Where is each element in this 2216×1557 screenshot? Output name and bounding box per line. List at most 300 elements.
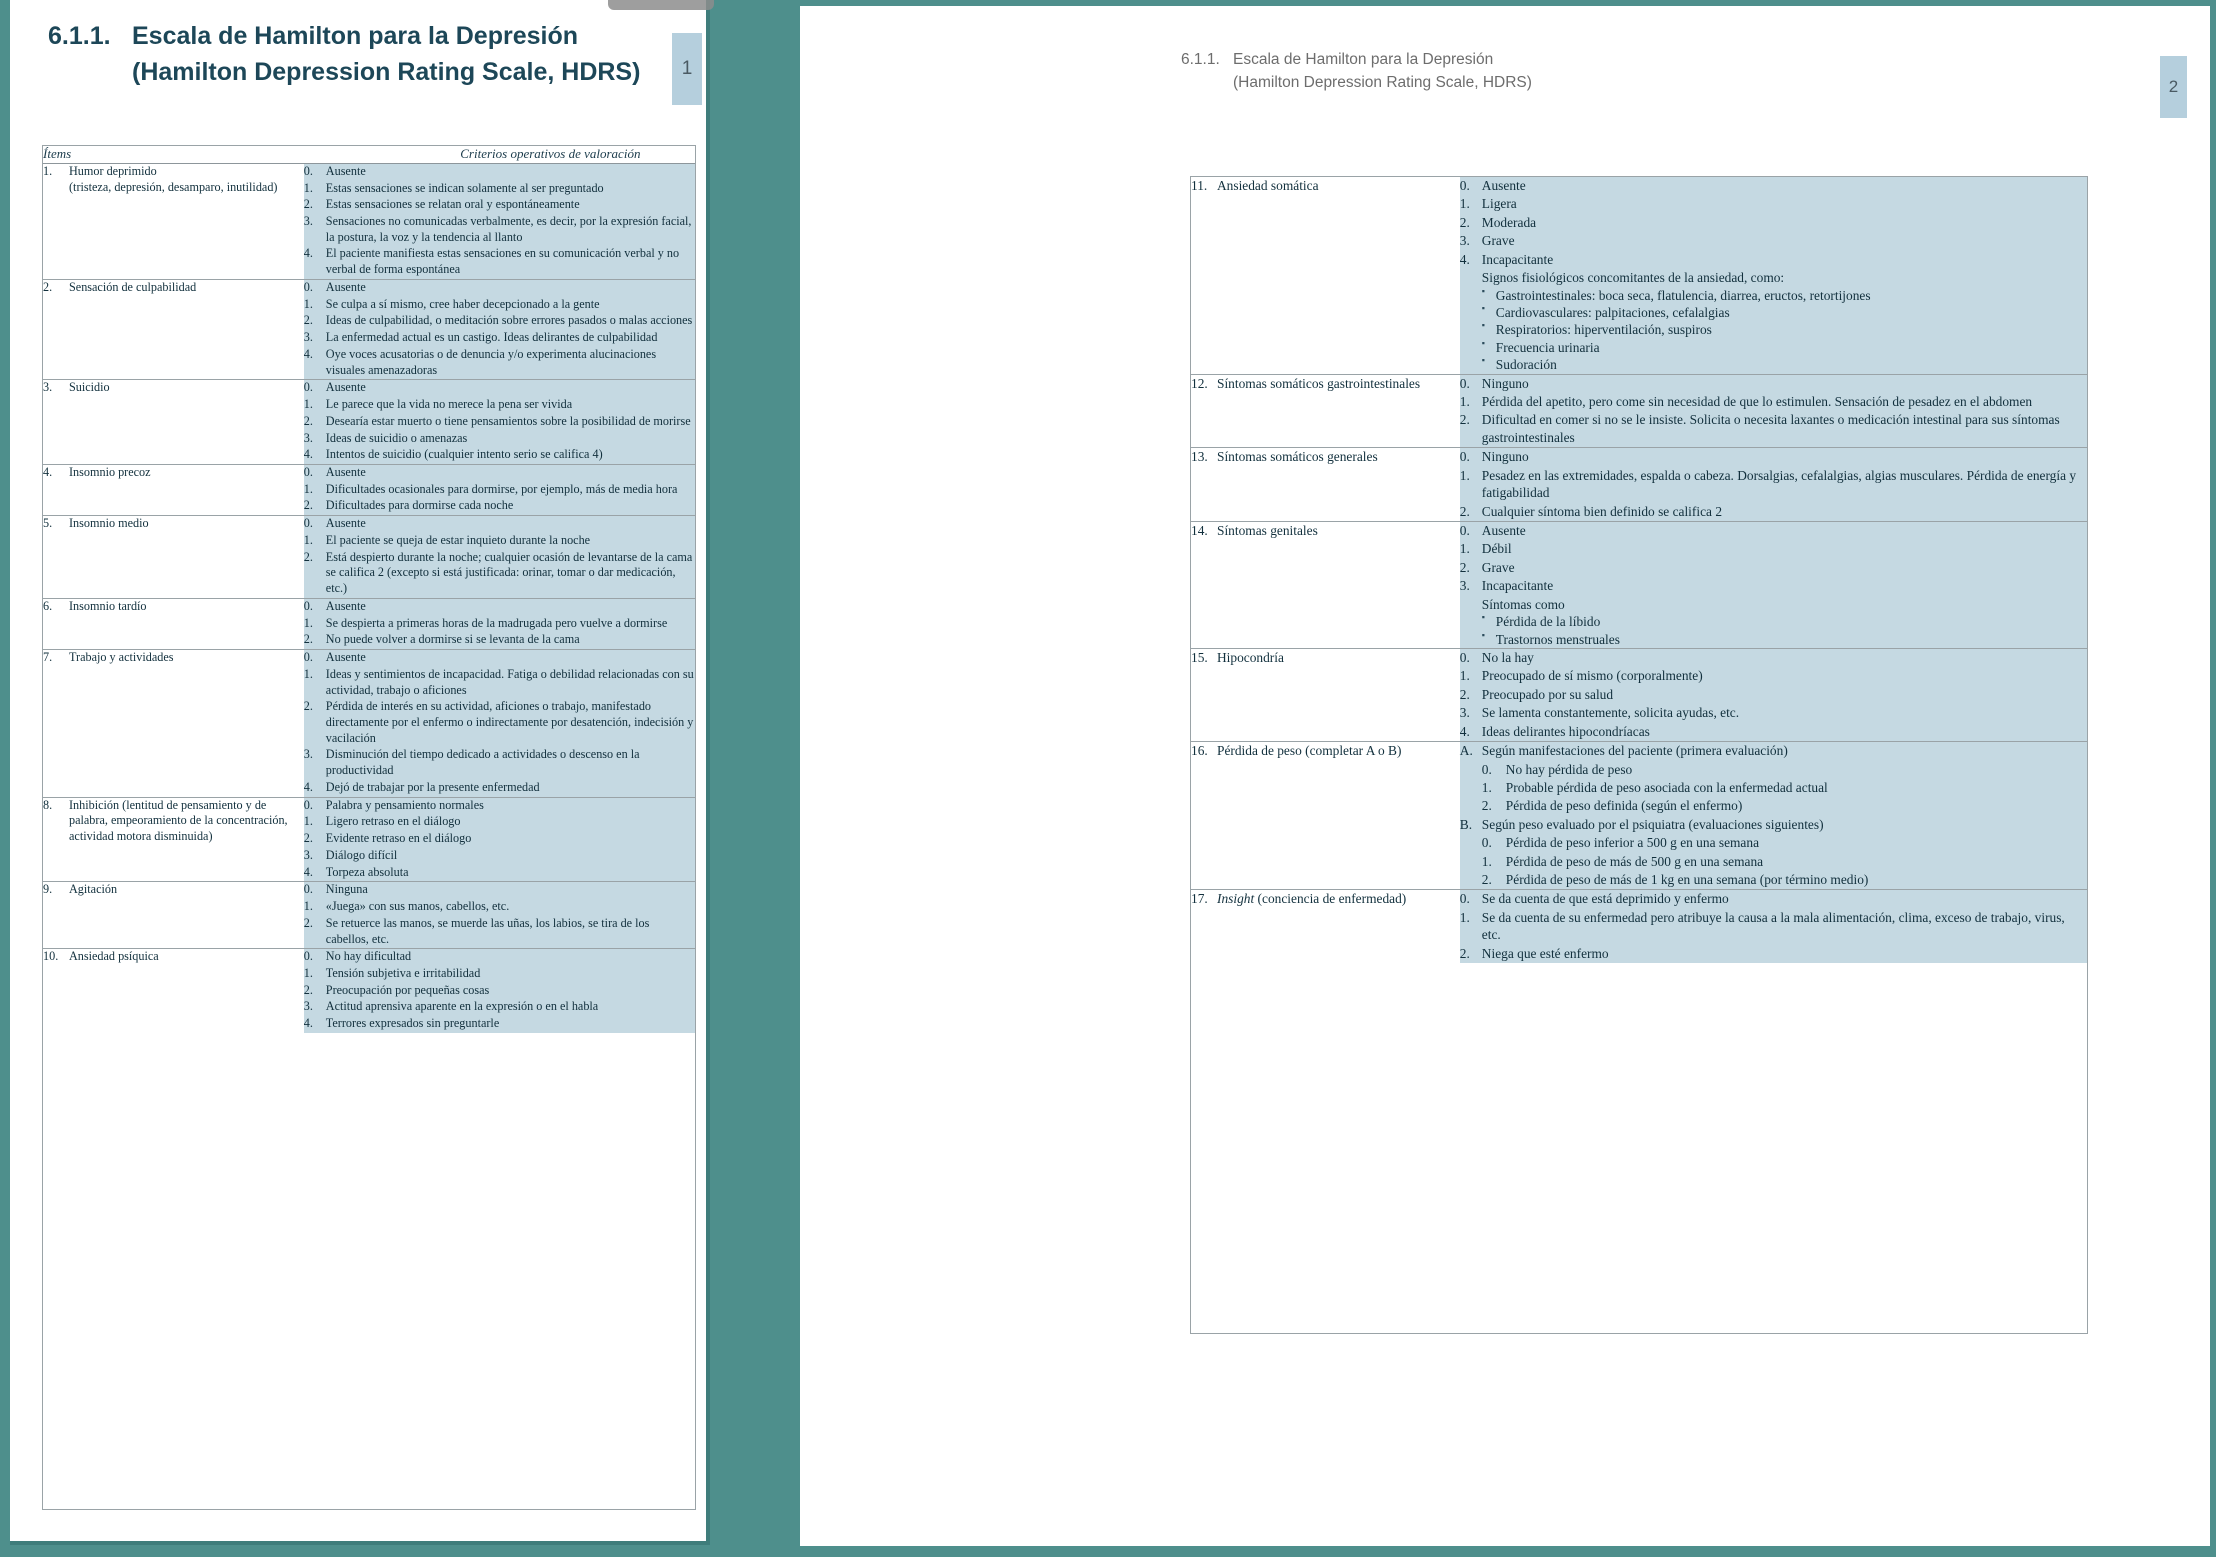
hdrs-table-page-1-grid (43, 146, 695, 1033)
item-title: Insomnio medio (69, 516, 149, 531)
criterion-text: Ausente (1481, 523, 1526, 539)
criterion-key: 3. (1459, 705, 1470, 721)
criterion-line (304, 699, 695, 746)
criterion-key: 0. (1459, 449, 1470, 465)
item-cell (1191, 890, 1460, 963)
criterion-text: Se retuerce las manos, se muerde las uñas, los labios, se tira de los cabellos, etc. (325, 915, 650, 946)
page-1-heading (48, 22, 640, 87)
criterion-subkey: 2. (1481, 798, 1492, 814)
criterion-key: 0. (303, 464, 313, 479)
item-title: Ansiedad somática (1217, 178, 1319, 193)
criteria-cell (304, 797, 695, 882)
table-row (43, 163, 695, 279)
criterion-text: Disminución del tiempo dedicado a actividades o descenso en la productividad (325, 747, 640, 778)
heading-number-2: 6.1.1. (1181, 51, 1220, 68)
criteria-cell (1460, 177, 2087, 374)
criterion-text: No la hay (1481, 649, 1534, 665)
criterion-line (304, 798, 695, 814)
criterion-key: 1. (1459, 909, 1470, 925)
item-title: Suicidio (69, 380, 110, 395)
criterion-key: 0. (1459, 523, 1470, 539)
criterion-line (304, 431, 695, 447)
criterion-line (304, 780, 695, 796)
criterion-key: 2. (1459, 686, 1470, 702)
criterion-text: Ligera (1481, 196, 1517, 212)
criterion-text: Ninguna (325, 882, 368, 897)
criterion-key: 3. (303, 847, 313, 862)
hdrs-table-page-2-grid (1191, 177, 2087, 963)
criterion-text: Pérdida del apetito, pero come sin necesidad de que lo estimulen. Sensación de pesadez en el abdomen (1481, 394, 2033, 410)
criterion-key: 2. (303, 549, 313, 564)
criterion-text: Terrores expresados sin preguntarle (325, 1016, 500, 1031)
criterion-key: 1. (1459, 541, 1470, 557)
item-cell (43, 797, 304, 882)
column-header-criteria (304, 146, 695, 163)
criterion-line (1460, 686, 2087, 703)
criterion-key: 0. (303, 516, 313, 531)
criterion-bullet: ▪ Cardiovasculares: palpitaciones, cefalalgias (1482, 304, 2087, 321)
criterion-subtext: Pérdida de peso de más de 1 kg en una semana (por término medio) (1505, 872, 1869, 888)
page-number-badge-2: 2 (2160, 56, 2187, 118)
criterion-text: Ideas de culpabilidad, o meditación sobre errores pasados o malas acciones (325, 313, 693, 328)
criterion-subtext: Probable pérdida de peso asociada con la enfermedad actual (1505, 779, 1828, 795)
criterion-key: 4. (1459, 723, 1470, 739)
item-title: Síntomas somáticos generales (1217, 449, 1378, 465)
criterion-key: 0. (303, 882, 313, 897)
criterion-key: 4. (303, 864, 313, 879)
item-title: Hipocondría (1217, 649, 1284, 665)
criterion-text: Grave (1481, 559, 1515, 575)
criterion-subitem (1482, 853, 2087, 870)
criterion-line (1460, 945, 2087, 962)
table-row (1191, 890, 2087, 963)
criterion-key: 2. (303, 413, 313, 428)
item-number: 2. (43, 279, 53, 294)
criterion-subkey: 1. (1481, 779, 1492, 795)
criterion-text: Pérdida de interés en su actividad, aficiones o trabajo, manifestado directamente por el enfermo o indirectamente por desatención, indecisión y vacilación (325, 699, 694, 745)
criterion-key: 1. (303, 899, 313, 914)
criterion-text: No puede volver a dormirse si se levanta de la cama (325, 632, 580, 647)
criterion-text: Ninguno (1481, 449, 1529, 465)
criterion-subitem (1482, 834, 2087, 851)
criterion-text: Actitud aprensiva aparente en la expresión o en el habla (325, 999, 599, 1014)
criterion-text: Ausente (1481, 178, 1526, 193)
criterion-key: 3. (1459, 578, 1470, 594)
item-title-rest: (conciencia de enfermedad) (1254, 891, 1407, 907)
criterion-text: Grave (1481, 233, 1515, 249)
criterion-text: Preocupado de sí mismo (corporalmente) (1481, 668, 1703, 684)
criterion-text: Palabra y pensamiento normales (325, 797, 484, 812)
criterion-key: 1. (303, 397, 313, 412)
table-row (43, 380, 695, 465)
item-number: 4. (43, 464, 53, 479)
criterion-line (1460, 667, 2087, 684)
criterion-subkey: 0. (1481, 835, 1492, 851)
item-title: Trabajo y actividades (69, 650, 174, 665)
table-row (43, 949, 695, 1033)
criterion-line (1460, 251, 2087, 268)
table-row (1191, 448, 2087, 522)
criterion-key: 4. (303, 1016, 313, 1031)
criterion-text: Según peso evaluado por el psiquiatra (evaluaciones siguientes) (1481, 816, 1824, 832)
table-row (43, 797, 695, 882)
criterion-line (1460, 393, 2087, 410)
criterion-subkey: 0. (1481, 761, 1492, 777)
criterion-key: 0. (303, 279, 313, 294)
criteria-cell (304, 598, 695, 649)
criterion-line (304, 516, 695, 532)
criterion-line (304, 447, 695, 463)
item-cell (43, 464, 304, 515)
item-title: Inhibición (lentitud de pensamiento y de palabra, empeoramiento de la concentración, actividad motora disminuida) (69, 797, 288, 844)
criterion-key: 4. (303, 779, 313, 794)
item-cell (43, 882, 304, 949)
criterion-key: 0. (303, 949, 313, 964)
criterion-key: 2. (1459, 945, 1470, 961)
criterion-key: 0. (303, 163, 313, 178)
criterion-text: Le parece que la vida no merece la pena ser vivida (325, 397, 573, 412)
item-number: 12. (1191, 375, 1208, 391)
item-cell (1191, 648, 1460, 741)
criterion-key: 3. (303, 999, 313, 1014)
page-2-heading (1181, 51, 1532, 92)
criterion-line (304, 465, 695, 481)
item-cell (43, 598, 304, 649)
criterion-text: Ideas delirantes hipocondríacas (1481, 723, 1650, 739)
hdrs-table-page-1 (42, 145, 696, 1510)
criterion-bullet: ▪ Gastrointestinales: boca seca, flatulencia, diarrea, eructos, retortijones (1482, 287, 2087, 304)
heading-line-1: Escala de Hamilton para la Depresión (132, 22, 578, 50)
heading-line-1-page2: Escala de Hamilton para la Depresión (1233, 51, 1494, 68)
criterion-line (1460, 522, 2087, 539)
criterion-text: El paciente manifiesta estas sensaciones en su comunicación verbal y no verbal de forma espontánea (325, 246, 680, 277)
item-cell (43, 279, 304, 379)
criterion-line (304, 882, 695, 898)
item-cell (43, 650, 304, 798)
table-row (1191, 374, 2087, 448)
criterion-text: Pesadez en las extremidades, espalda o cabeza. Dorsalgias, cefalalgias, algias musculares. Pérdida de energía y fatigabilidad (1481, 467, 2077, 501)
slide-page-2 (800, 6, 2210, 1546)
table-header-row (43, 146, 695, 163)
criterion-text: Dificultades ocasionales para dormirse, por ejemplo, más de media hora (325, 481, 678, 496)
criterion-line (1460, 195, 2087, 212)
criterion-text: Ligero retraso en el diálogo (325, 814, 461, 829)
criterion-key: A. (1459, 743, 1473, 759)
criteria-cell (1460, 522, 2087, 649)
item-title (1217, 890, 1460, 907)
criterion-line (304, 831, 695, 847)
criterion-line (304, 949, 695, 965)
table-row (1191, 522, 2087, 649)
slide-page-1 (10, 0, 710, 1545)
table-row (1191, 742, 2087, 890)
criterion-subtext: Pérdida de peso definida (según el enfermo) (1505, 798, 1743, 814)
hdrs-table-page-2 (1190, 176, 2088, 1334)
criterion-text: Ausente (325, 380, 366, 395)
page-number-badge-1: 1 (672, 33, 702, 105)
table-row (43, 464, 695, 515)
criterion-key: 3. (1459, 233, 1470, 249)
item-number: 1. (43, 163, 53, 178)
criterion-line (1460, 375, 2087, 392)
criterion-subtext: No hay pérdida de peso (1505, 761, 1633, 777)
criterion-line (304, 667, 695, 698)
criterion-line (1460, 559, 2087, 576)
criterion-key: 2. (1459, 559, 1470, 575)
criterion-key: 2. (303, 699, 313, 714)
criterion-text: Niega que esté enfermo (1481, 945, 1609, 961)
criterion-key: B. (1459, 816, 1473, 832)
criterion-line (304, 865, 695, 881)
item-number: 16. (1191, 743, 1208, 759)
criterion-bullet: ▪ Trastornos menstruales (1482, 631, 2087, 648)
item-number: 9. (43, 882, 53, 897)
criterion-note: Síntomas como (1481, 596, 1565, 612)
item-number: 8. (43, 797, 53, 812)
criterion-text: Ausente (325, 598, 366, 613)
criterion-subkey: 2. (1481, 872, 1492, 888)
item-title: Ansiedad psíquica (69, 949, 159, 964)
column-header-criteria-label: Criterios operativos de valoración (460, 146, 641, 161)
criterion-line (304, 899, 695, 915)
criterion-key: 0. (1459, 375, 1470, 391)
criterion-line (1460, 467, 2087, 502)
criterion-key: 0. (303, 598, 313, 613)
criterion-text: Ideas y sentimientos de incapacidad. Fatiga o debilidad relacionadas con su actividad, trabajo o aficiones (325, 666, 694, 697)
criterion-text: Se da cuenta de su enfermedad pero atribuye la causa a la mala alimentación, clima, exceso de trabajo, virus, etc. (1481, 909, 2065, 943)
item-title: Insomnio tardío (69, 598, 147, 613)
criterion-text: Se despierta a primeras horas de la madrugada pero vuelve a dormirse (325, 615, 668, 630)
criterion-bullet: ▪ Pérdida de la líbido (1482, 613, 2087, 630)
criterion-line (304, 330, 695, 346)
item-number: 13. (1191, 449, 1208, 465)
criterion-key: 0. (1459, 178, 1470, 193)
criterion-line (1460, 909, 2087, 944)
item-number: 5. (43, 516, 53, 531)
criterion-line (304, 498, 695, 514)
criterion-key: 0. (1459, 649, 1470, 665)
criterion-line (304, 164, 695, 180)
criterion-bullet: ▪ Respiratorios: hiperventilación, suspiros (1482, 321, 2087, 338)
criterion-line (1460, 577, 2087, 594)
criterion-line (304, 246, 695, 277)
item-title: Sensación de culpabilidad (69, 279, 197, 294)
criterion-key: 0. (303, 797, 313, 812)
criterion-text: «Juega» con sus manos, cabellos, etc. (325, 899, 510, 914)
criterion-text: Incapacitante (1481, 578, 1554, 594)
criterion-line (304, 814, 695, 830)
criterion-subtext: Pérdida de peso de más de 500 g en una semana (1505, 853, 1764, 869)
criterion-line (304, 916, 695, 947)
item-title: Insomnio precoz (69, 464, 151, 479)
criterion-line (304, 848, 695, 864)
item-title: Síntomas somáticos gastrointestinales (1217, 375, 1421, 391)
criterion-bullet: ▪ Sudoración (1482, 356, 2087, 373)
criterion-line (304, 197, 695, 213)
criterion-text: Intentos de suicidio (cualquier intento serio se califica 4) (325, 447, 603, 462)
criterion-text: Oye voces acusatorias o de denuncia y/o experimenta alucinaciones visuales amenazadoras (325, 346, 657, 377)
criterion-key: 3. (303, 430, 313, 445)
criterion-text: Desearía estar muerto o tiene pensamientos sobre la posibilidad de morirse (325, 413, 691, 428)
criterion-key: 2. (1459, 214, 1470, 230)
criterion-key: 2. (1459, 412, 1470, 428)
item-number: 14. (1191, 523, 1208, 539)
criterion-line (304, 414, 695, 430)
criterion-text: Débil (1481, 541, 1512, 557)
criterion-key: 1. (303, 180, 313, 195)
criterion-line (1460, 232, 2087, 249)
criterion-line (1460, 649, 2087, 666)
page-tab-handle[interactable] (608, 0, 714, 10)
criterion-key: 1. (1459, 467, 1470, 483)
criterion-text: Ninguno (1481, 375, 1529, 391)
criteria-cell (1460, 374, 2087, 448)
item-cell (1191, 177, 1460, 374)
criteria-cell (1460, 742, 2087, 890)
page-1-sheet (10, 0, 700, 1529)
item-subtitle: (tristeza, depresión, desamparo, inutilidad) (69, 179, 278, 194)
table-row (43, 598, 695, 649)
criterion-subitem (1482, 871, 2087, 888)
item-number: 6. (43, 598, 53, 613)
criterion-key: 3. (303, 213, 313, 228)
criterion-key: 1. (303, 966, 313, 981)
criteria-cell (1460, 648, 2087, 741)
criterion-key: 1. (303, 532, 313, 547)
criterion-text: Estas sensaciones se indican solamente al ser preguntado (325, 180, 604, 195)
criterion-key: 4. (1459, 251, 1470, 267)
criterion-sublist (1482, 761, 2087, 815)
criterion-line (304, 482, 695, 498)
criterion-key: 2. (303, 498, 313, 513)
criterion-line (304, 313, 695, 329)
criterion-text: Preocupación por pequeñas cosas (325, 982, 490, 997)
criterion-key: 4. (303, 447, 313, 462)
criterion-key: 3. (303, 747, 313, 762)
item-title: Humor deprimido (69, 163, 157, 178)
criterion-line (304, 380, 695, 396)
criterion-bullet: ▪ Frecuencia urinaria (1482, 339, 2087, 356)
criterion-line (304, 999, 695, 1015)
criterion-text: Sensaciones no comunicadas verbalmente, es decir, por la expresión facial, la postura, la voz y la tendencia al llanto (325, 213, 692, 244)
criteria-cell (1460, 890, 2087, 963)
criterion-key: 1. (303, 615, 313, 630)
criterion-text: La enfermedad actual es un castigo. Ideas delirantes de culpabilidad (325, 330, 658, 345)
criteria-cell (304, 650, 695, 798)
criterion-key: 1. (303, 814, 313, 829)
criterion-key: 0. (1459, 891, 1470, 907)
criterion-line (1460, 411, 2087, 446)
criterion-key: 1. (303, 296, 313, 311)
table-row (43, 882, 695, 949)
criterion-text: Ideas de suicidio o amenazas (325, 430, 468, 445)
heading-number: 6.1.1. (48, 22, 111, 50)
criterion-key: 1. (303, 666, 313, 681)
item-cell (43, 949, 304, 1033)
item-title-italic: Insight (1217, 891, 1255, 907)
criterion-line (304, 632, 695, 648)
criterion-subitem (1482, 797, 2087, 814)
item-number: 3. (43, 380, 53, 395)
criterion-text: Dejó de trabajar por la presente enfermedad (325, 779, 540, 794)
criterion-text: El paciente se queja de estar inquieto durante la noche (325, 532, 591, 547)
criterion-text: Evidente retraso en el diálogo (325, 831, 472, 846)
criterion-text: Moderada (1481, 214, 1537, 230)
item-number: 17. (1191, 891, 1208, 907)
criterion-line (1460, 704, 2087, 721)
criterion-line (1460, 503, 2087, 520)
criteria-cell (304, 516, 695, 599)
criterion-text: No hay dificultad (325, 949, 412, 964)
criterion-key: 4. (303, 346, 313, 361)
criteria-cell (304, 949, 695, 1033)
criterion-bullet-list (1460, 613, 2087, 648)
criterion-key: 0. (303, 650, 313, 665)
criterion-text: Torpeza absoluta (325, 864, 409, 879)
criterion-key: 2. (303, 982, 313, 997)
criterion-line (1460, 723, 2087, 740)
criterion-line (304, 983, 695, 999)
item-number: 7. (43, 650, 53, 665)
heading-line-2: (Hamilton Depression Rating Scale, HDRS) (132, 58, 641, 86)
criterion-text: Diálogo difícil (325, 847, 398, 862)
criterion-line (304, 533, 695, 549)
criterion-text: Se da cuenta de que está deprimido y enfermo (1481, 891, 1729, 907)
criterion-line (1460, 448, 2087, 465)
criterion-key: 2. (303, 915, 313, 930)
criterion-line (304, 181, 695, 197)
criterion-line (304, 214, 695, 245)
table-row (43, 516, 695, 599)
item-cell (1191, 448, 1460, 522)
criteria-cell (1460, 448, 2087, 522)
criterion-text: Ausente (325, 464, 366, 479)
criterion-line (304, 650, 695, 666)
table-row (43, 650, 695, 798)
criterion-bullet-list (1460, 287, 2087, 374)
criteria-cell (304, 163, 695, 279)
criterion-key: 4. (303, 246, 313, 261)
criterion-line (304, 297, 695, 313)
criterion-line (304, 747, 695, 778)
item-cell (1191, 522, 1460, 649)
criteria-cell (304, 464, 695, 515)
column-header-items: Ítems (43, 146, 304, 163)
criterion-key: 0. (303, 380, 313, 395)
item-title: Agitación (69, 882, 118, 897)
criterion-line (1460, 742, 2087, 759)
criterion-key: 1. (1459, 196, 1470, 212)
criterion-line (1460, 214, 2087, 231)
criterion-line (1460, 890, 2087, 907)
item-number: 15. (1191, 649, 1208, 665)
criterion-text: Tensión subjetiva e irritabilidad (325, 966, 481, 981)
item-title: Pérdida de peso (completar A o B) (1217, 743, 1402, 759)
criterion-key: 2. (303, 632, 313, 647)
criterion-text: Dificultades para dormirse cada noche (325, 498, 514, 513)
criterion-line (304, 280, 695, 296)
criteria-cell (304, 882, 695, 949)
criterion-key: 3. (303, 330, 313, 345)
criterion-text: Ausente (325, 650, 366, 665)
criterion-text: Cualquier síntoma bien definido se califica 2 (1481, 503, 1723, 519)
criterion-line (304, 347, 695, 378)
criterion-key: 1. (1459, 394, 1470, 410)
criterion-key: 1. (303, 481, 313, 496)
table-row (43, 279, 695, 379)
criterion-line (1460, 816, 2087, 833)
criterion-text: Estas sensaciones se relatan oral y espontáneamente (325, 197, 580, 212)
